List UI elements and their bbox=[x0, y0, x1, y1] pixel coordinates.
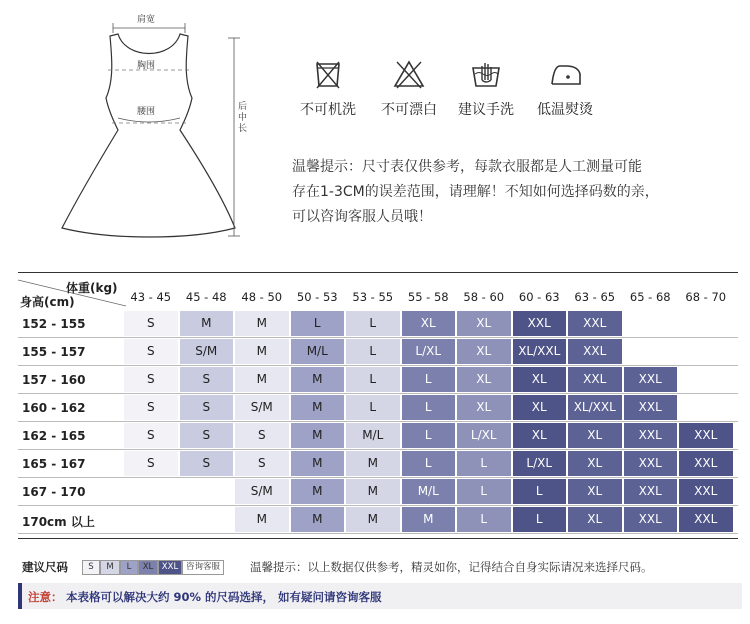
weight-col-header: 50 - 53 bbox=[296, 290, 338, 304]
weight-col-header: 58 - 60 bbox=[463, 290, 505, 304]
size-cell: L bbox=[513, 479, 567, 504]
size-cell: S bbox=[124, 339, 178, 364]
footer-note-label: 注意： bbox=[28, 590, 63, 604]
height-row-label: 167 - 170 bbox=[22, 485, 86, 499]
size-cell: M bbox=[291, 367, 345, 392]
care-label-low-iron: 低温熨烫 bbox=[537, 102, 593, 118]
footer-note-bar bbox=[18, 583, 742, 609]
weight-col-header: 65 - 68 bbox=[629, 290, 671, 304]
size-cell: XXL bbox=[568, 311, 622, 336]
weight-col-header: 53 - 55 bbox=[352, 290, 394, 304]
size-cell: XXL bbox=[679, 479, 733, 504]
row-divider bbox=[18, 533, 738, 534]
size-cell: XXL bbox=[679, 423, 733, 448]
table-top-divider bbox=[18, 272, 738, 273]
dress-diagram bbox=[40, 8, 265, 248]
size-cell: S/M bbox=[180, 339, 234, 364]
legend-chip: XL bbox=[138, 560, 158, 575]
size-cell: XL bbox=[568, 451, 622, 476]
size-cell: M bbox=[235, 507, 289, 532]
legend-label: 建议尺码 bbox=[22, 560, 68, 574]
size-cell: XXL bbox=[624, 423, 678, 448]
measurement-tip bbox=[292, 155, 732, 230]
size-cell: L bbox=[346, 339, 400, 364]
size-cell: L bbox=[457, 479, 511, 504]
height-row-label: 165 - 167 bbox=[22, 457, 86, 471]
size-cell: L bbox=[457, 507, 511, 532]
size-cell: M bbox=[291, 423, 345, 448]
size-cell: L bbox=[346, 395, 400, 420]
size-cell: M bbox=[235, 311, 289, 336]
size-cell: M/L bbox=[346, 423, 400, 448]
size-cell: L bbox=[291, 311, 345, 336]
weight-col-header: 45 - 48 bbox=[185, 290, 227, 304]
size-cell: XXL bbox=[624, 451, 678, 476]
size-cell: S bbox=[235, 423, 289, 448]
weight-col-header: 43 - 45 bbox=[130, 290, 172, 304]
size-cell: M bbox=[235, 367, 289, 392]
size-cell: L bbox=[402, 451, 456, 476]
tip-line-2: 存在1-3CM的误差范围，请理解！不知如何选择码数的亲， bbox=[292, 184, 659, 200]
size-cell: XL bbox=[457, 339, 511, 364]
size-cell: L bbox=[457, 451, 511, 476]
waist-label: 腰围 bbox=[137, 107, 156, 117]
size-cell: XXL bbox=[568, 367, 622, 392]
size-cell: XL/XXL bbox=[568, 395, 622, 420]
weight-col-header: 60 - 63 bbox=[518, 290, 560, 304]
size-cell: XL/XXL bbox=[513, 339, 567, 364]
legend-chip: XXL bbox=[158, 560, 182, 575]
size-cell: XL bbox=[513, 423, 567, 448]
low-iron-icon bbox=[548, 60, 584, 88]
height-row-label: 155 - 157 bbox=[22, 345, 86, 359]
height-row-label: 162 - 165 bbox=[22, 429, 86, 443]
size-cell: XXL bbox=[679, 507, 733, 532]
care-label-no-bleach: 不可漂白 bbox=[381, 102, 437, 118]
height-row-label: 160 - 162 bbox=[22, 401, 86, 415]
weight-col-header: 55 - 58 bbox=[407, 290, 449, 304]
size-cell: M bbox=[346, 451, 400, 476]
size-cell: XL bbox=[402, 311, 456, 336]
size-cell: M bbox=[180, 311, 234, 336]
size-cell: S bbox=[124, 451, 178, 476]
row-divider bbox=[18, 477, 738, 478]
size-cell: M bbox=[235, 339, 289, 364]
care-label-hand-wash: 建议手洗 bbox=[458, 102, 514, 118]
size-cell: S bbox=[235, 451, 289, 476]
row-divider bbox=[18, 365, 738, 366]
weight-header: 体重(kg) bbox=[66, 281, 118, 295]
size-cell: XL bbox=[568, 507, 622, 532]
size-cell: S bbox=[124, 395, 178, 420]
size-cell: L/XL bbox=[513, 451, 567, 476]
size-cell: M bbox=[291, 507, 345, 532]
size-cell: S bbox=[180, 423, 234, 448]
size-cell: S/M bbox=[235, 395, 289, 420]
size-cell: S bbox=[180, 367, 234, 392]
size-cell: M bbox=[291, 479, 345, 504]
size-cell: XL bbox=[457, 395, 511, 420]
size-cell: M bbox=[346, 507, 400, 532]
size-cell: XXL bbox=[513, 311, 567, 336]
row-divider bbox=[18, 337, 738, 338]
weight-col-header: 48 - 50 bbox=[241, 290, 283, 304]
hand-wash-icon bbox=[470, 58, 502, 90]
length-label: 后中长 bbox=[238, 102, 248, 134]
size-cell: L bbox=[346, 367, 400, 392]
size-cell: XXL bbox=[624, 395, 678, 420]
row-divider bbox=[18, 393, 738, 394]
care-label-no-machine-wash: 不可机洗 bbox=[300, 102, 356, 118]
size-cell: L bbox=[402, 395, 456, 420]
size-cell: XL bbox=[568, 423, 622, 448]
size-cell: XXL bbox=[568, 339, 622, 364]
no-bleach-icon bbox=[393, 58, 425, 90]
size-cell: M bbox=[346, 479, 400, 504]
size-cell: S bbox=[124, 367, 178, 392]
legend-tip: 温馨提示：以上数据仅供参考，精灵如你，记得结合自身实际请况来选择尺码。 bbox=[250, 560, 653, 574]
size-cell: XL bbox=[457, 311, 511, 336]
size-cell: XL bbox=[513, 367, 567, 392]
tip-line-3: 可以咨询客服人员哦！ bbox=[292, 209, 432, 225]
size-cell: M/L bbox=[291, 339, 345, 364]
weight-col-header: 63 - 65 bbox=[574, 290, 616, 304]
row-divider bbox=[18, 421, 738, 422]
size-cell: M bbox=[291, 395, 345, 420]
size-cell: M bbox=[402, 507, 456, 532]
size-cell: L bbox=[402, 423, 456, 448]
size-cell: XXL bbox=[624, 367, 678, 392]
size-cell: L/XL bbox=[457, 423, 511, 448]
height-row-label: 152 - 155 bbox=[22, 317, 86, 331]
size-cell: XXL bbox=[679, 451, 733, 476]
height-row-label: 157 - 160 bbox=[22, 373, 86, 387]
size-cell: XXL bbox=[624, 507, 678, 532]
row-divider bbox=[18, 449, 738, 450]
size-cell: M bbox=[291, 451, 345, 476]
size-cell: S bbox=[124, 311, 178, 336]
table-bottom-divider bbox=[18, 538, 738, 539]
legend-chip: M bbox=[100, 560, 120, 575]
weight-col-header: 68 - 70 bbox=[685, 290, 727, 304]
shoulder-label: 肩宽 bbox=[137, 15, 156, 25]
row-divider bbox=[18, 505, 738, 506]
no-machine-wash-icon bbox=[315, 58, 341, 90]
size-cell: S bbox=[124, 423, 178, 448]
footer-note-text: 本表格可以解决大约 90% 的尺码选择， 如有疑问请咨询客服 bbox=[66, 590, 382, 604]
size-cell: XL bbox=[513, 395, 567, 420]
size-cell: L bbox=[513, 507, 567, 532]
chest-label: 胸围 bbox=[137, 61, 156, 71]
height-row-label: 170cm 以上 bbox=[22, 515, 95, 529]
size-cell: L/XL bbox=[402, 339, 456, 364]
size-cell: S bbox=[180, 395, 234, 420]
legend-chip: S bbox=[82, 560, 100, 575]
size-cell: M/L bbox=[402, 479, 456, 504]
tip-line-1: 温馨提示：尺寸表仅供参考，每款衣服都是人工测量可能 bbox=[292, 159, 642, 175]
size-cell: XL bbox=[568, 479, 622, 504]
height-header: 身高(cm) bbox=[20, 295, 75, 309]
legend-chip: 咨询客服 bbox=[182, 560, 224, 575]
size-cell: S/M bbox=[235, 479, 289, 504]
size-cell: L bbox=[402, 367, 456, 392]
size-cell: XL bbox=[457, 367, 511, 392]
size-cell: L bbox=[346, 311, 400, 336]
size-cell: XXL bbox=[624, 479, 678, 504]
legend-chip: L bbox=[120, 560, 138, 575]
size-cell: S bbox=[180, 451, 234, 476]
